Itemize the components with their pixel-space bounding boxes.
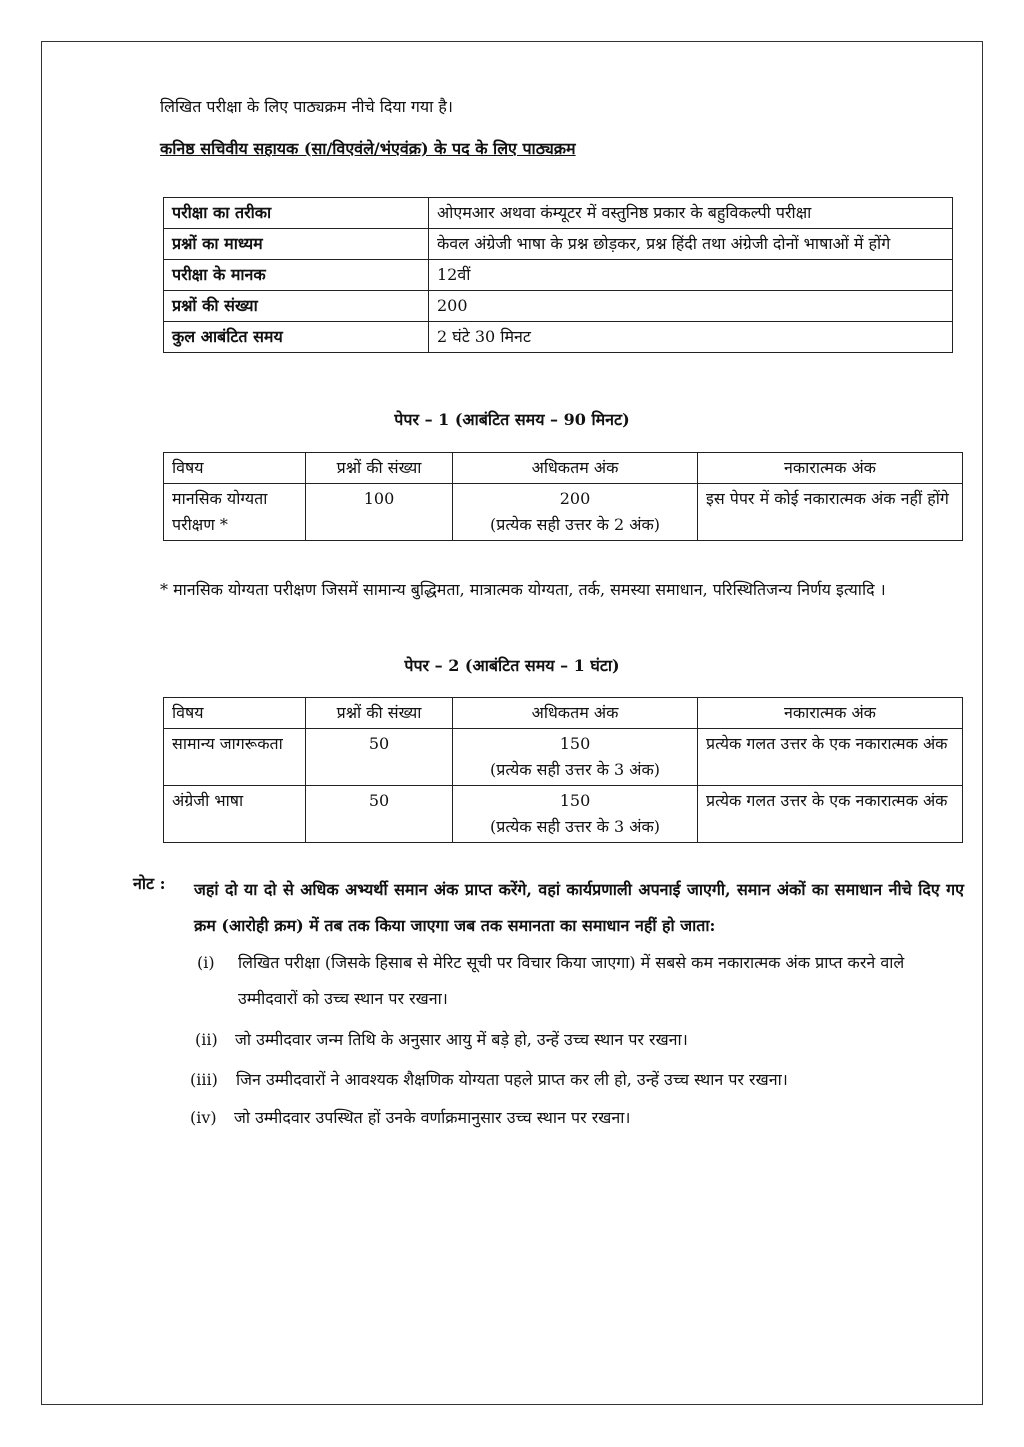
count-cell: 50 xyxy=(306,786,453,843)
paper2-table xyxy=(163,697,963,843)
col-header: प्रश्नों की संख्या xyxy=(306,698,453,729)
list-item-number: (iv) xyxy=(190,1108,217,1127)
list-item-number: (i) xyxy=(197,953,215,972)
count-cell: 50 xyxy=(306,729,453,786)
max-marks-value: 150 xyxy=(559,791,591,810)
negative-marks-cell: प्रत्येक गलत उत्तर के एक नकारात्मक अंक xyxy=(698,786,963,843)
exam-key: परीक्षा का तरीका xyxy=(164,198,429,229)
exam-key: कुल आबंटित समय xyxy=(164,322,429,353)
exam-value: ओएमआर अथवा कंम्यूटर में वस्तुनिष्ठ प्रकार के बहुविकल्पी परीक्षा xyxy=(429,198,953,229)
col-header: प्रश्नों की संख्या xyxy=(306,453,453,484)
max-marks-note: (प्रत्येक सही उत्तर के 3 अंक) xyxy=(489,760,661,779)
table-row xyxy=(164,198,953,229)
negative-marks-cell: इस पेपर में कोई नकारात्मक अंक नहीं होंगे xyxy=(698,484,963,541)
exam-key: प्रश्नों का माध्यम xyxy=(164,229,429,260)
subject-cell: सामान्य जागरूकता xyxy=(164,729,306,786)
note-label: नोट : xyxy=(133,874,166,893)
max-marks-note: (प्रत्येक सही उत्तर के 2 अंक) xyxy=(489,515,661,534)
exam-value: 12वीं xyxy=(429,260,953,291)
exam-key: परीक्षा के मानक xyxy=(164,260,429,291)
table-row xyxy=(164,729,963,786)
exam-info-table xyxy=(163,197,953,353)
col-header: नकारात्मक अंक xyxy=(698,453,963,484)
table-row xyxy=(164,322,953,353)
max-marks-value: 200 xyxy=(559,489,591,508)
list-item-text: लिखित परीक्षा (जिसके हिसाब से मेरिट सूची पर विचार किया जाएगा) में सबसे कम नकारात्मक अंक प्राप्त करने वाले उम्मीदवारों को उच्च स्थान पर रखना। xyxy=(238,953,905,1008)
note-text: जहां दो या दो से अधिक अभ्यर्थी समान अंक प्राप्त करेंगे, वहां कार्यप्रणाली अपनाई जाएगी, समान अंकों का समाधान नीचे दिए गए क्रम (आरोही क्रम) में तब तक किया जाएगा जब तक समानता का समाधान नहीं हो जाता: xyxy=(194,880,964,935)
table-row xyxy=(164,260,953,291)
max-marks-cell xyxy=(453,786,698,843)
negative-marks-cell: प्रत्येक गलत उत्तर के एक नकारात्मक अंक xyxy=(698,729,963,786)
max-marks-cell xyxy=(453,729,698,786)
paper1-table xyxy=(163,452,963,541)
col-header: विषय xyxy=(164,698,306,729)
list-item-text: जो उम्मीदवार जन्म तिथि के अनुसार आयु में बड़े हो, उन्हें उच्च स्थान पर रखना। xyxy=(235,1030,688,1049)
count-cell: 100 xyxy=(306,484,453,541)
col-header: अधिकतम अंक xyxy=(453,453,698,484)
exam-value: 2 घंटे 30 मिनट xyxy=(429,322,953,353)
subject-cell: अंग्रेजी भाषा xyxy=(164,786,306,843)
col-header: नकारात्मक अंक xyxy=(698,698,963,729)
max-marks-cell xyxy=(453,484,698,541)
exam-key: प्रश्नों की संख्या xyxy=(164,291,429,322)
list-item-text: जो उम्मीदवार उपस्थित हों उनके वर्णाक्रमानुसार उच्च स्थान पर रखना। xyxy=(234,1108,631,1127)
section-heading: कनिष्ठ सचिवीय सहायक (सा/विएवंले/भंएवंक्र) के पद के लिए पाठ्यक्रम xyxy=(160,139,576,158)
paper2-title: पेपर – 2 (आबंटित समय – 1 घंटा) xyxy=(404,656,620,675)
intro-text: लिखित परीक्षा के लिए पाठ्यक्रम नीचे दिया गया है। xyxy=(160,97,453,116)
subject-cell: मानसिक योग्यता परीक्षण * xyxy=(164,484,306,541)
table-row xyxy=(164,229,953,260)
footnote: * मानसिक योग्यता परीक्षण जिसमें सामान्य बुद्धिमता, मात्रात्मक योग्यता, तर्क, समस्या समाधान, परिस्थितिजन्य निर्णय इत्यादि । xyxy=(160,580,886,599)
max-marks-note: (प्रत्येक सही उत्तर के 3 अंक) xyxy=(489,817,661,836)
exam-value: 200 xyxy=(429,291,953,322)
list-item-number: (ii) xyxy=(195,1030,218,1049)
table-header-row xyxy=(164,453,963,484)
table-row xyxy=(164,291,953,322)
col-header: अधिकतम अंक xyxy=(453,698,698,729)
list-item-text: जिन उम्मीदवारों ने आवश्यक शैक्षणिक योग्यता पहले प्राप्त कर ली हो, उन्हें उच्च स्थान पर रखना। xyxy=(236,1070,788,1089)
exam-value: केवल अंग्रेजी भाषा के प्रश्न छोड़कर, प्रश्न हिंदी तथा अंग्रेजी दोनों भाषाओं में होंगे xyxy=(429,229,953,260)
max-marks-value: 150 xyxy=(559,734,591,753)
list-item-number: (iii) xyxy=(190,1070,218,1089)
paper1-title: पेपर – 1 (आबंटित समय – 90 मिनट) xyxy=(394,410,630,429)
col-header: विषय xyxy=(164,453,306,484)
table-header-row xyxy=(164,698,963,729)
table-row xyxy=(164,484,963,541)
table-row xyxy=(164,786,963,843)
